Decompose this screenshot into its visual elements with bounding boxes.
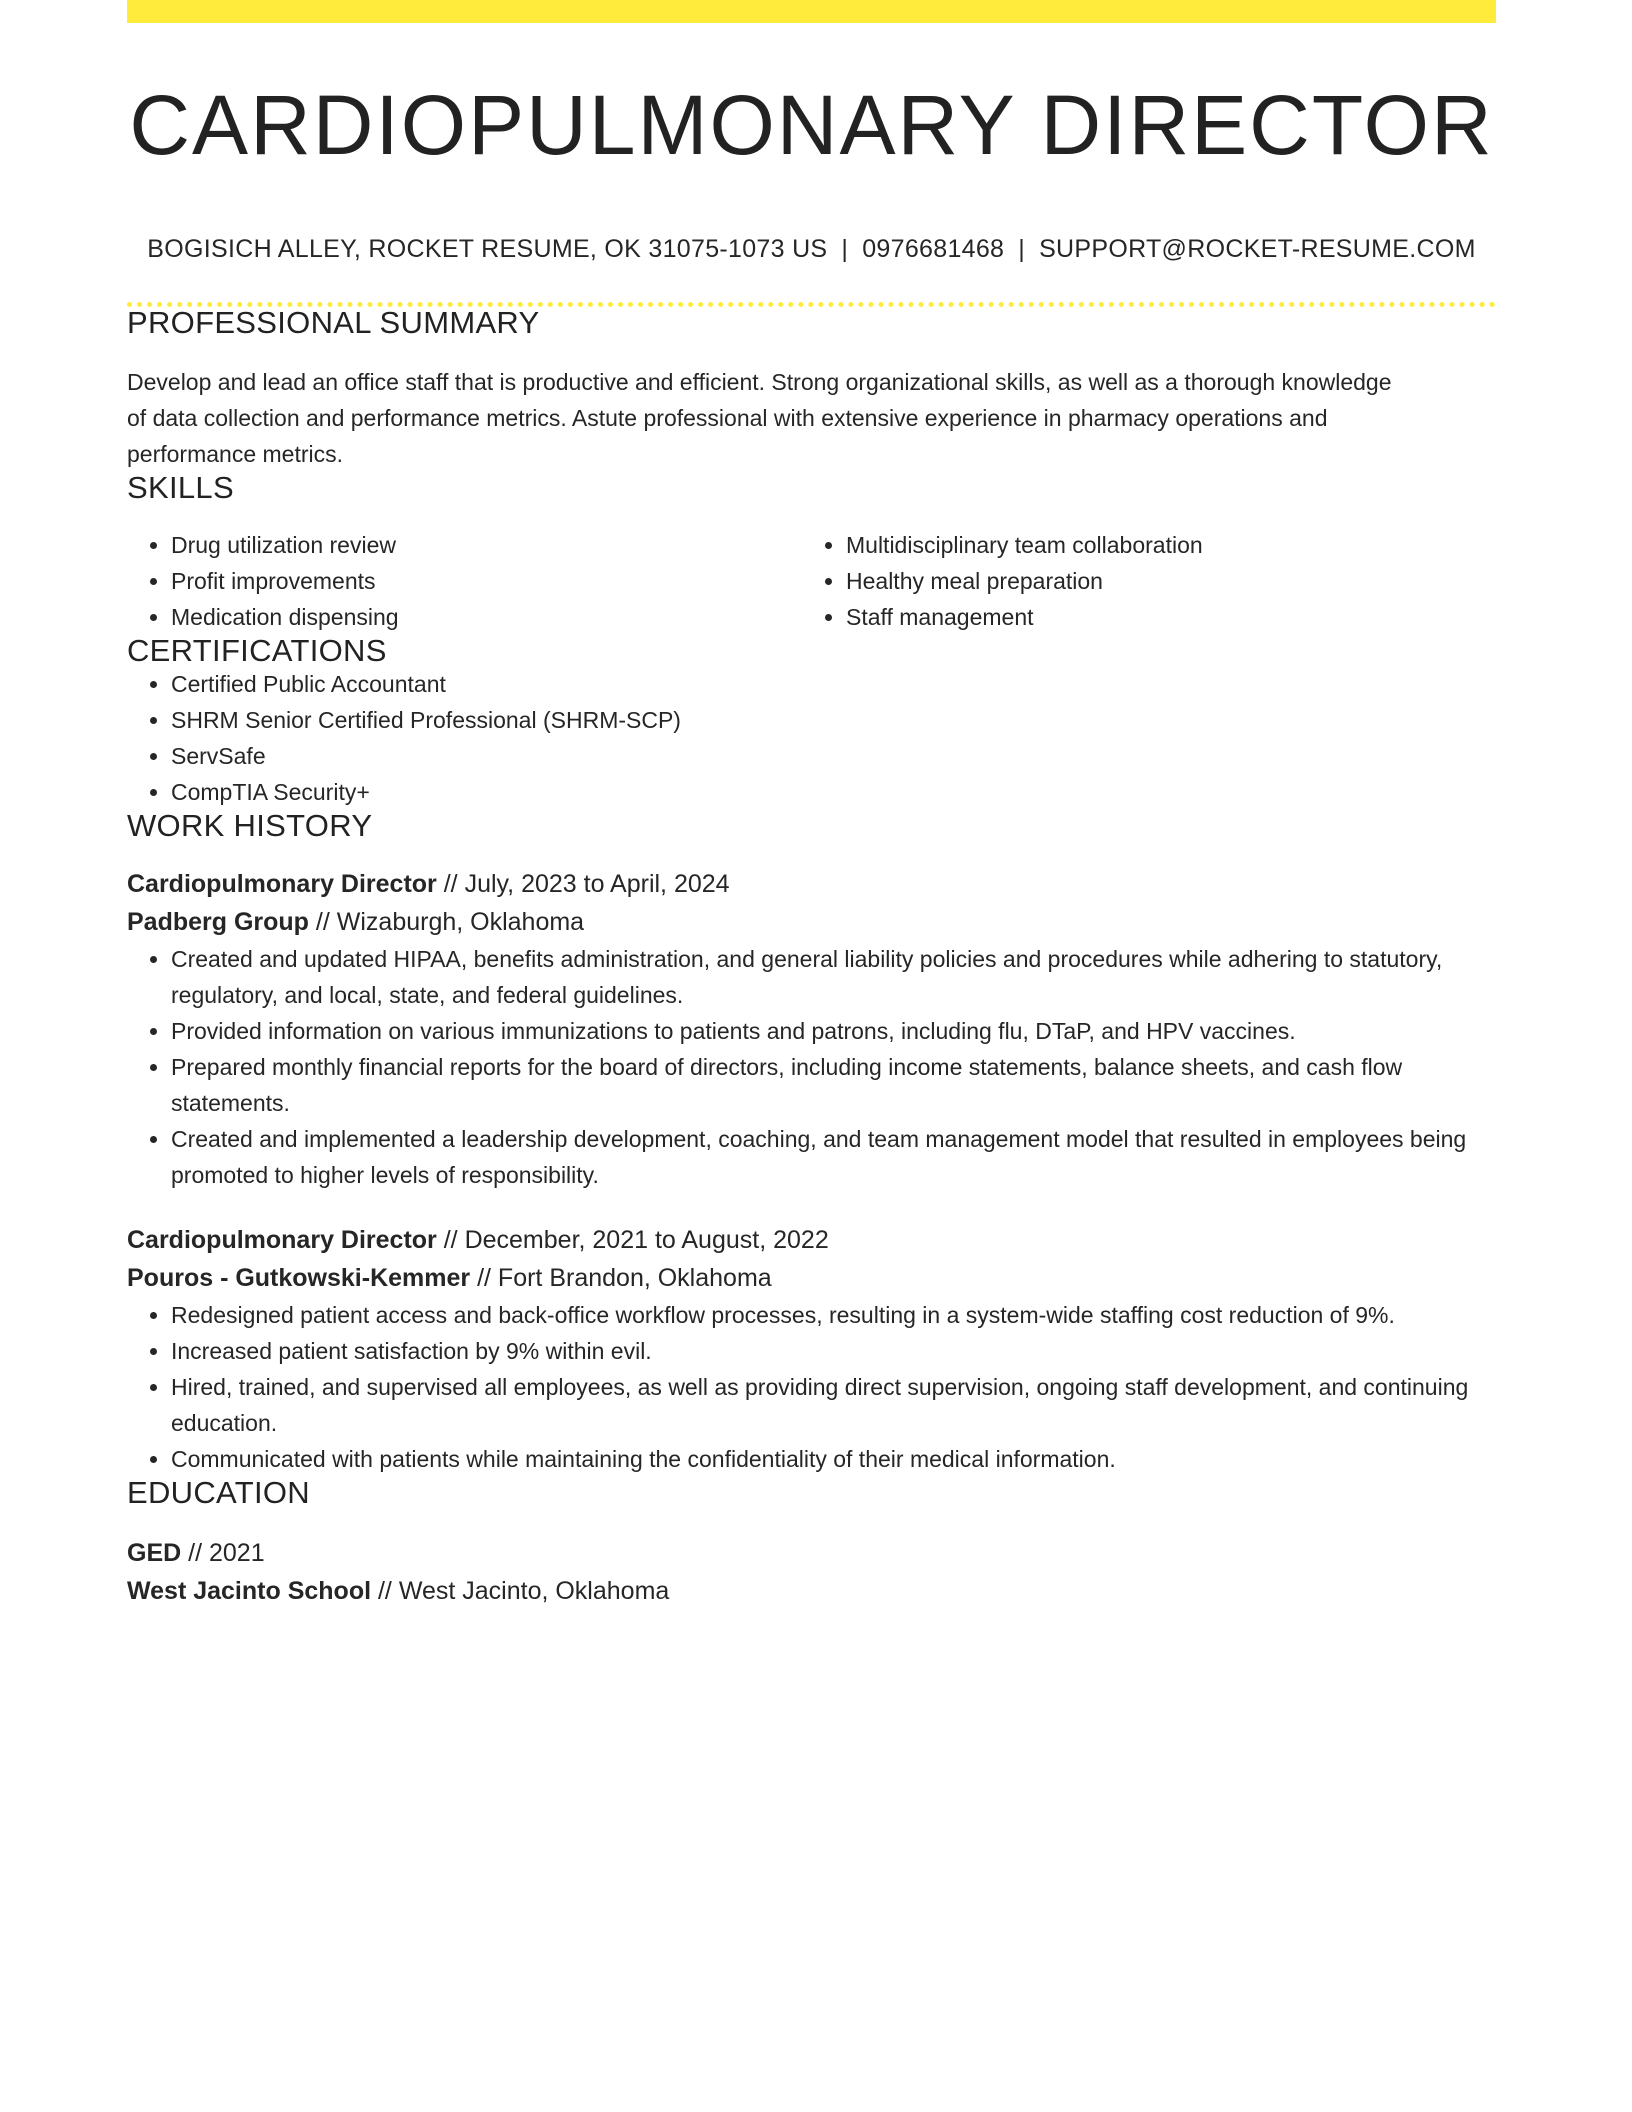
skills-column-left <box>127 527 802 635</box>
skills-heading: SKILLS <box>127 470 234 505</box>
certification-item: • ServSafe <box>171 738 1496 774</box>
skill-item: • Multidisciplinary team collaboration <box>846 527 1477 563</box>
job-company-line <box>127 1259 1496 1297</box>
education-location: // West Jacinto, Oklahoma <box>377 1577 670 1605</box>
job-company-line <box>127 903 1496 941</box>
accent-bar <box>127 0 1496 23</box>
skill-item: • Drug utilization review <box>171 527 802 563</box>
work-history-heading: WORK HISTORY <box>127 808 373 843</box>
certification-item: • CompTIA Security+ <box>171 774 1496 810</box>
job-dates: // December, 2021 to August, 2022 <box>443 1226 829 1254</box>
job-bullets <box>127 1297 1496 1477</box>
job-title: Cardiopulmonary Director <box>127 1226 437 1254</box>
job-title-line <box>127 1221 1496 1259</box>
job-location: // Wizaburgh, Oklahoma <box>315 908 585 936</box>
certifications-heading: CERTIFICATIONS <box>127 633 387 668</box>
job-bullet: • Provided information on various immunizations to patients and patrons, including flu, DTaP, and HPV vaccines. <box>171 1013 1496 1049</box>
education-school: West Jacinto School <box>127 1577 372 1605</box>
job-bullet: • Communicated with patients while maintaining the confidentiality of their medical information. <box>171 1441 1496 1477</box>
contact-address: BOGISICH ALLEY, ROCKET RESUME, OK 31075-1073 US <box>147 235 828 263</box>
skill-item: • Staff management <box>846 599 1477 635</box>
education-year: // 2021 <box>188 1539 265 1567</box>
job-bullet: • Hired, trained, and supervised all employees, as well as providing direct supervision, ongoing staff development, and continuing education. <box>171 1369 1496 1441</box>
job-bullet: • Prepared monthly financial reports for the board of directors, including income statements, balance sheets, and cash flow statements. <box>171 1049 1496 1121</box>
job-entry <box>127 865 1496 1193</box>
job-bullet: • Created and updated HIPAA, benefits administration, and general liability policies and procedures while adhering to statutory, regulatory, and local, state, and federal guidelines. <box>171 941 1496 1013</box>
certification-item: • SHRM Senior Certified Professional (SHRM-SCP) <box>171 702 1496 738</box>
contact-phone: 0976681468 <box>862 235 1005 263</box>
education-school-line <box>127 1572 1496 1610</box>
job-title: Cardiopulmonary Director <box>127 870 437 898</box>
job-bullet: • Created and implemented a leadership development, coaching, and team management model that resulted in employees being promoted to higher levels of responsibility. <box>171 1121 1496 1193</box>
skill-item: • Healthy meal preparation <box>846 563 1477 599</box>
resume-page <box>127 0 1496 1610</box>
contact-line <box>127 235 1496 264</box>
page-title: CARDIOPULMONARY DIRECTOR <box>129 78 1494 172</box>
skills-grid <box>127 527 1496 635</box>
skill-item: • Medication dispensing <box>171 599 802 635</box>
job-bullets <box>127 941 1496 1193</box>
skills-column-right <box>802 527 1477 635</box>
education-entry <box>127 1534 1496 1610</box>
skill-item: • Profit improvements <box>171 563 802 599</box>
certifications-list <box>127 666 1496 810</box>
job-entry <box>127 1221 1496 1477</box>
job-location: // Fort Brandon, Oklahoma <box>477 1264 772 1292</box>
summary-heading: PROFESSIONAL SUMMARY <box>127 305 540 340</box>
job-bullet: • Redesigned patient access and back-office workflow processes, resulting in a system-wide staffing cost reduction of 9%. <box>171 1297 1496 1333</box>
education-degree: GED <box>127 1539 182 1567</box>
job-dates: // July, 2023 to April, 2024 <box>443 870 730 898</box>
job-title-line <box>127 865 1496 903</box>
job-bullet: • Increased patient satisfaction by 9% within evil. <box>171 1333 1496 1369</box>
certification-item: • Certified Public Accountant <box>171 666 1496 702</box>
job-company: Padberg Group <box>127 908 309 936</box>
education-heading: EDUCATION <box>127 1475 310 1510</box>
education-degree-line <box>127 1534 1496 1572</box>
contact-email: SUPPORT@ROCKET-RESUME.COM <box>1039 235 1476 263</box>
summary-text: Develop and lead an office staff that is productive and efficient. Strong organizational skills, as well as a thorough knowledge of data collection and performance metrics. Astute professional with extensive experience in pharmacy operations and performance metrics. <box>127 369 1392 467</box>
job-company: Pouros - Gutkowski-Kemmer <box>127 1264 471 1292</box>
contact-separator: | <box>1018 235 1026 263</box>
contact-separator: | <box>841 235 849 263</box>
